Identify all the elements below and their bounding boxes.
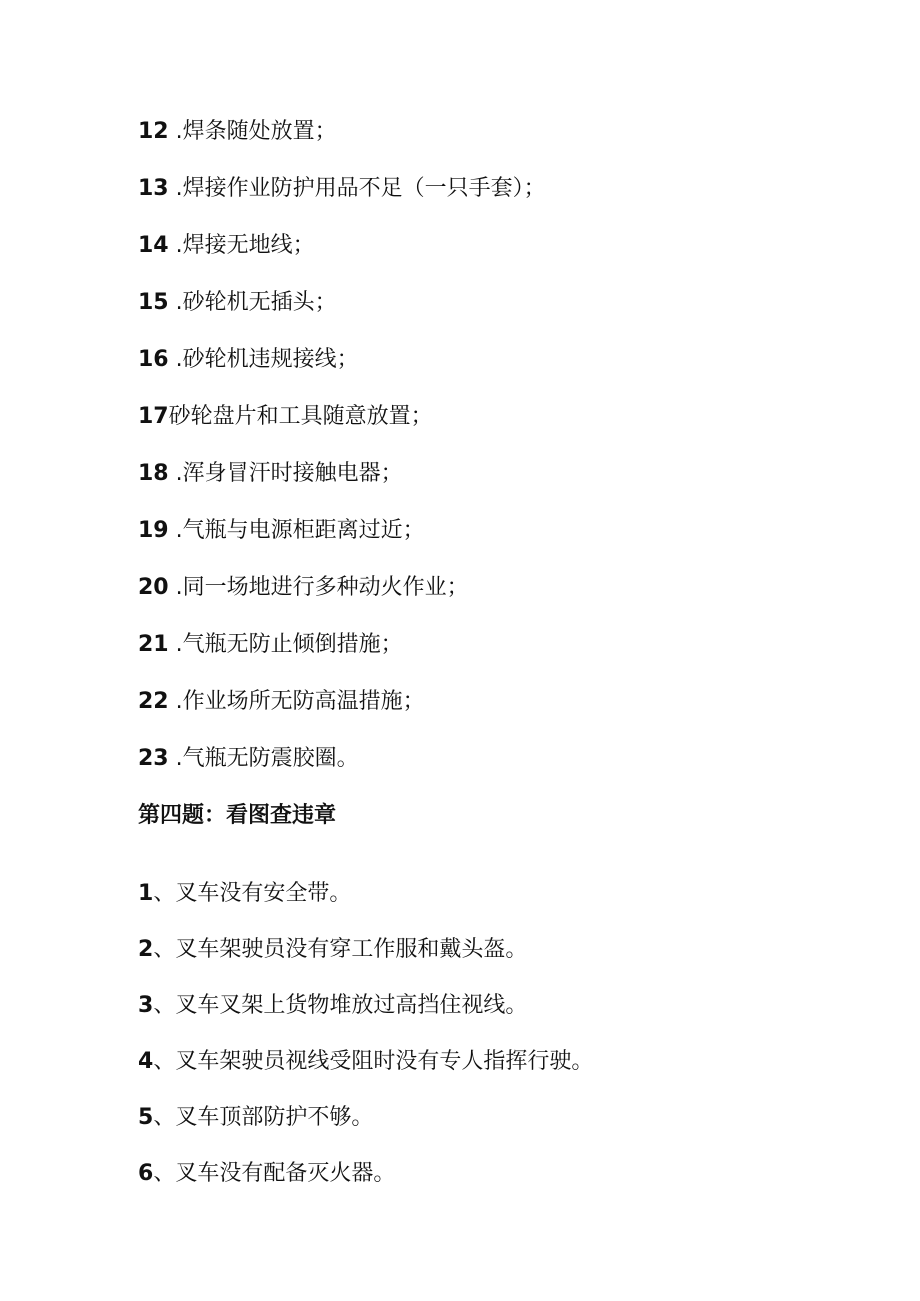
item-text: .焊接作业防护用品不足（一只手套）； — [168, 176, 546, 201]
item-text: .砂轮机无插头； — [168, 290, 337, 315]
item-number: 16 — [138, 347, 169, 372]
item-number: 14 — [138, 233, 169, 258]
section-heading: 第四题：看图查违章 — [138, 803, 337, 828]
item-text: .作业场所无防高温措施； — [168, 689, 425, 714]
list-item — [138, 169, 878, 226]
item-number: 3 — [138, 993, 154, 1018]
list-item — [138, 930, 878, 986]
item-text: .气瓶无防止倾倒措施； — [168, 632, 403, 657]
list-item — [138, 986, 878, 1042]
item-text: 、叉车顶部防护不够。 — [153, 1105, 374, 1130]
item-text: .浑身冒汗时接触电器； — [168, 461, 403, 486]
item-text: 砂轮盘片和工具随意放置； — [168, 404, 433, 429]
list-item — [138, 340, 878, 397]
list-item — [138, 226, 878, 283]
document-page — [138, 112, 878, 1210]
list-item — [138, 874, 878, 930]
list-item — [138, 625, 878, 682]
item-number: 17 — [138, 404, 169, 429]
item-number: 12 — [138, 119, 169, 144]
item-text: .焊条随处放置； — [168, 119, 337, 144]
list-item — [138, 1154, 878, 1210]
item-number: 4 — [138, 1049, 154, 1074]
list-item — [138, 1098, 878, 1154]
item-number: 6 — [138, 1161, 154, 1186]
item-number: 23 — [138, 746, 169, 771]
item-text: .气瓶无防震胶圈。 — [168, 746, 359, 771]
violation-list-forklift — [138, 874, 878, 1210]
item-text: 、叉车叉架上货物堆放过高挡住视线。 — [153, 993, 528, 1018]
item-text: .焊接无地线； — [168, 233, 315, 258]
list-item — [138, 511, 878, 568]
item-number: 20 — [138, 575, 169, 600]
violation-list-welding — [138, 112, 878, 796]
item-text: .同一场地进行多种动火作业； — [168, 575, 469, 600]
item-number: 21 — [138, 632, 169, 657]
item-number: 2 — [138, 937, 154, 962]
item-number: 22 — [138, 689, 169, 714]
list-item — [138, 568, 878, 625]
item-number: 5 — [138, 1105, 154, 1130]
item-text: .砂轮机违规接线； — [168, 347, 359, 372]
list-item — [138, 1042, 878, 1098]
item-text: 、叉车架驶员没有穿工作服和戴头盔。 — [153, 937, 528, 962]
item-text: 、叉车架驶员视线受阻时没有专人指挥行驶。 — [153, 1049, 594, 1074]
list-item — [138, 283, 878, 340]
list-item — [138, 739, 878, 796]
item-text: 、叉车没有安全带。 — [153, 881, 352, 906]
item-text: .气瓶与电源柜距离过近； — [168, 518, 425, 543]
item-number: 18 — [138, 461, 169, 486]
list-item — [138, 682, 878, 739]
item-number: 15 — [138, 290, 169, 315]
item-number: 1 — [138, 881, 154, 906]
list-item — [138, 397, 878, 454]
item-number: 13 — [138, 176, 169, 201]
item-text: 、叉车没有配备灭火器。 — [153, 1161, 396, 1186]
list-item — [138, 454, 878, 511]
item-number: 19 — [138, 518, 169, 543]
list-item — [138, 112, 878, 169]
